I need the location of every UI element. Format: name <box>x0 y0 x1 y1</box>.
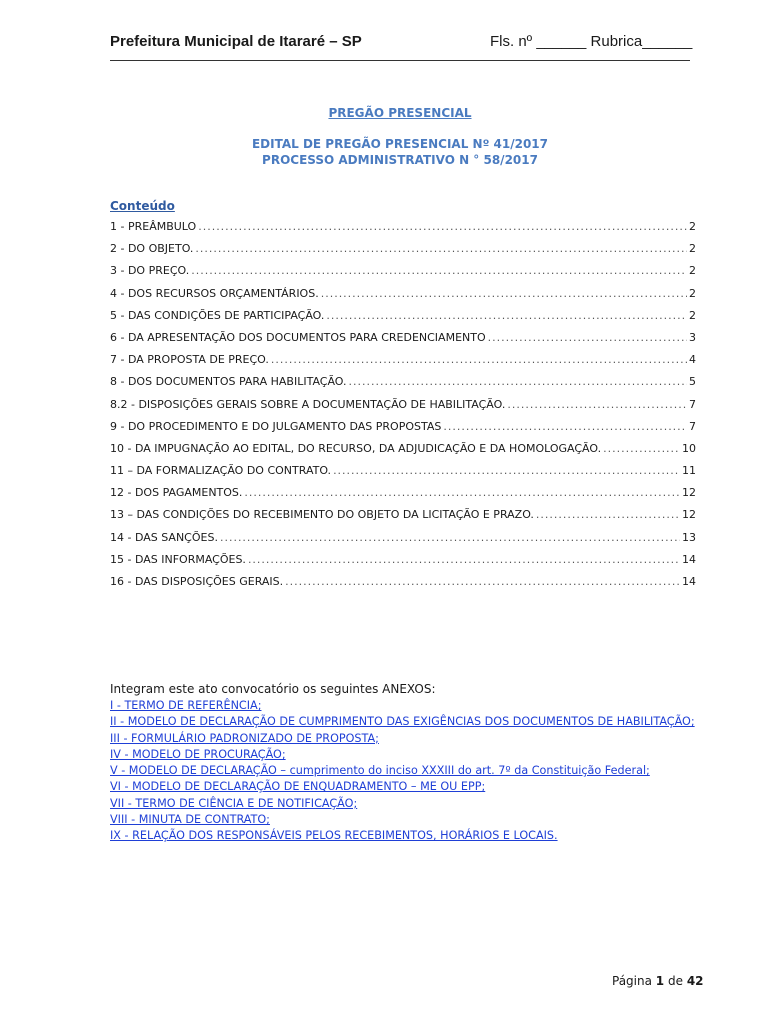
footer-prefix: Página <box>612 974 652 988</box>
footer-middle: de <box>667 974 683 988</box>
toc-entry-page: 14 <box>682 552 696 566</box>
annex-link[interactable]: I - TERMO DE REFERÊNCIA; <box>110 699 262 712</box>
toc-entry[interactable] <box>110 574 696 596</box>
toc-leader-dots <box>326 308 687 324</box>
toc-entry-page: 2 <box>689 286 696 300</box>
toc-entry-page: 12 <box>682 508 696 522</box>
toc-leader-dots <box>244 485 680 501</box>
toc-entry-page: 5 <box>689 375 696 389</box>
toc-leader-dots <box>349 374 687 390</box>
toc-leader-dots <box>536 507 680 523</box>
annex-link[interactable]: IV - MODELO DE PROCURAÇÃO; <box>110 747 286 761</box>
toc-entry-page: 11 <box>682 464 696 478</box>
toc-entry-page: 2 <box>689 242 696 256</box>
toc-entry-label: 13 – DAS CONDIÇÕES DO RECEBIMENTO DO OBJETO DA LICITAÇÃO E PRAZO. <box>110 508 534 522</box>
toc-leader-dots <box>191 263 687 279</box>
toc-leader-dots <box>285 574 680 590</box>
document-type-title: PREGÃO PRESENCIAL <box>328 106 472 120</box>
toc-leader-dots <box>333 463 680 479</box>
toc-entry-label: 7 - DA PROPOSTA DE PREÇO. <box>110 353 269 367</box>
toc-leader-dots <box>198 219 687 235</box>
toc-entry[interactable] <box>110 441 696 463</box>
annex-list <box>110 698 750 845</box>
toc-entry-label: 15 - DAS INFORMAÇÕES. <box>110 552 246 566</box>
toc-entry-page: 2 <box>689 264 696 278</box>
header-municipality: Prefeitura Municipal de Itararé – SP <box>110 33 362 50</box>
toc-entry-page: 13 <box>682 530 696 544</box>
toc-entry-label: 10 - DA IMPUGNAÇÃO AO EDITAL, DO RECURSO, DA ADJUDICAÇÃO E DA HOMOLOGAÇÃO. <box>110 441 602 455</box>
toc-entry[interactable] <box>110 397 696 419</box>
annex-link[interactable]: VIII - MINUTA DE CONTRATO; <box>110 813 270 827</box>
toc-entry-label: 4 - DOS RECURSOS ORÇAMENTÁRIOS. <box>110 286 319 300</box>
toc-entry-label: 1 - PREÂMBULO <box>110 220 197 233</box>
table-of-contents <box>110 219 696 596</box>
footer-current-page: 1 <box>655 974 665 988</box>
toc-entry-label: 5 - DAS CONDIÇÕES DE PARTICIPAÇÃO. <box>110 308 325 322</box>
toc-entry-label: 11 – DA FORMALIZAÇÃO DO CONTRATO. <box>110 464 332 478</box>
toc-entry[interactable] <box>110 507 696 529</box>
toc-leader-dots <box>195 241 687 257</box>
toc-entry-label: 8.2 - DISPOSIÇÕES GERAIS SOBRE A DOCUMENTAÇÃO DE HABILITAÇÃO. <box>110 397 506 411</box>
header-divider <box>110 60 690 61</box>
toc-leader-dots <box>220 530 680 546</box>
process-number-title: PROCESSO ADMINISTRATIVO N ° 58/2017 <box>262 153 538 167</box>
toc-entry-page: 14 <box>682 575 696 588</box>
toc-entry-label: 6 - DA APRESENTAÇÃO DOS DOCUMENTOS PARA CREDENCIAMENTO <box>110 330 486 344</box>
annex-link[interactable]: V - MODELO DE DECLARAÇÃO – cumprimento do inciso XXXIII do art. 7º da Constituição Federal; <box>110 764 650 778</box>
toc-leader-dots <box>443 419 687 435</box>
annex-link[interactable]: VI - MODELO DE DECLARAÇÃO DE ENQUADRAMENTO – ME OU EPP; <box>110 780 486 794</box>
annex-link[interactable]: III - FORMULÁRIO PADRONIZADO DE PROPOSTA; <box>110 731 379 745</box>
toc-heading: Conteúdo <box>110 199 175 213</box>
toc-entry[interactable] <box>110 263 696 285</box>
annex-link[interactable]: VII - TERMO DE CIÊNCIA E DE NOTIFICAÇÃO; <box>110 796 358 810</box>
header-page-rubric: Fls. nº ______ Rubrica______ <box>490 33 693 50</box>
toc-entry[interactable] <box>110 374 696 396</box>
toc-entry-page: 7 <box>689 419 696 433</box>
toc-leader-dots <box>271 352 687 368</box>
toc-entry[interactable] <box>110 352 696 374</box>
toc-entry-label: 9 - DO PROCEDIMENTO E DO JULGAMENTO DAS PROPOSTAS <box>110 419 442 433</box>
toc-leader-dots <box>488 330 687 346</box>
toc-entry[interactable] <box>110 286 696 308</box>
annex-link[interactable]: IX - RELAÇÃO DOS RESPONSÁVEIS PELOS RECEBIMENTOS, HORÁRIOS E LOCAIS. <box>110 829 558 843</box>
toc-entry-page: 7 <box>689 397 696 411</box>
toc-entry[interactable] <box>110 485 696 507</box>
toc-entry-page: 4 <box>689 353 696 367</box>
toc-entry-page: 3 <box>689 330 696 344</box>
toc-entry-label: 14 - DAS SANÇÕES. <box>110 530 218 544</box>
toc-entry[interactable] <box>110 463 696 485</box>
edital-number-title: EDITAL DE PREGÃO PRESENCIAL Nº 41/2017 <box>251 137 549 151</box>
toc-entry[interactable] <box>110 552 696 574</box>
toc-leader-dots <box>321 286 687 302</box>
toc-entry-page: 2 <box>689 308 696 322</box>
toc-entry-page: 2 <box>689 220 696 233</box>
toc-leader-dots <box>248 552 680 568</box>
annex-link[interactable]: II - MODELO DE DECLARAÇÃO DE CUMPRIMENTO DAS EXIGÊNCIAS DOS DOCUMENTOS DE HABILITAÇÃO; <box>110 715 695 729</box>
annex-intro: Integram este ato convocatório os seguintes ANEXOS: <box>110 682 436 696</box>
toc-entry[interactable] <box>110 419 696 441</box>
page-footer <box>612 974 704 988</box>
toc-entry[interactable] <box>110 330 696 352</box>
toc-entry-label: 12 - DOS PAGAMENTOS. <box>110 486 243 500</box>
toc-entry-page: 10 <box>682 441 696 455</box>
toc-entry-label: 16 - DAS DISPOSIÇÕES GERAIS. <box>110 575 284 588</box>
toc-leader-dots <box>603 441 680 457</box>
toc-entry[interactable] <box>110 241 696 263</box>
toc-entry[interactable] <box>110 530 696 552</box>
footer-total-pages: 42 <box>686 974 704 988</box>
toc-entry[interactable] <box>110 219 696 241</box>
toc-entry[interactable] <box>110 308 696 330</box>
toc-entry-page: 12 <box>682 486 696 500</box>
toc-entry-label: 2 - DO OBJETO. <box>110 242 194 256</box>
toc-entry-label: 8 - DOS DOCUMENTOS PARA HABILITAÇÃO. <box>110 375 347 389</box>
toc-leader-dots <box>507 397 687 413</box>
toc-entry-label: 3 - DO PREÇO. <box>110 264 190 278</box>
